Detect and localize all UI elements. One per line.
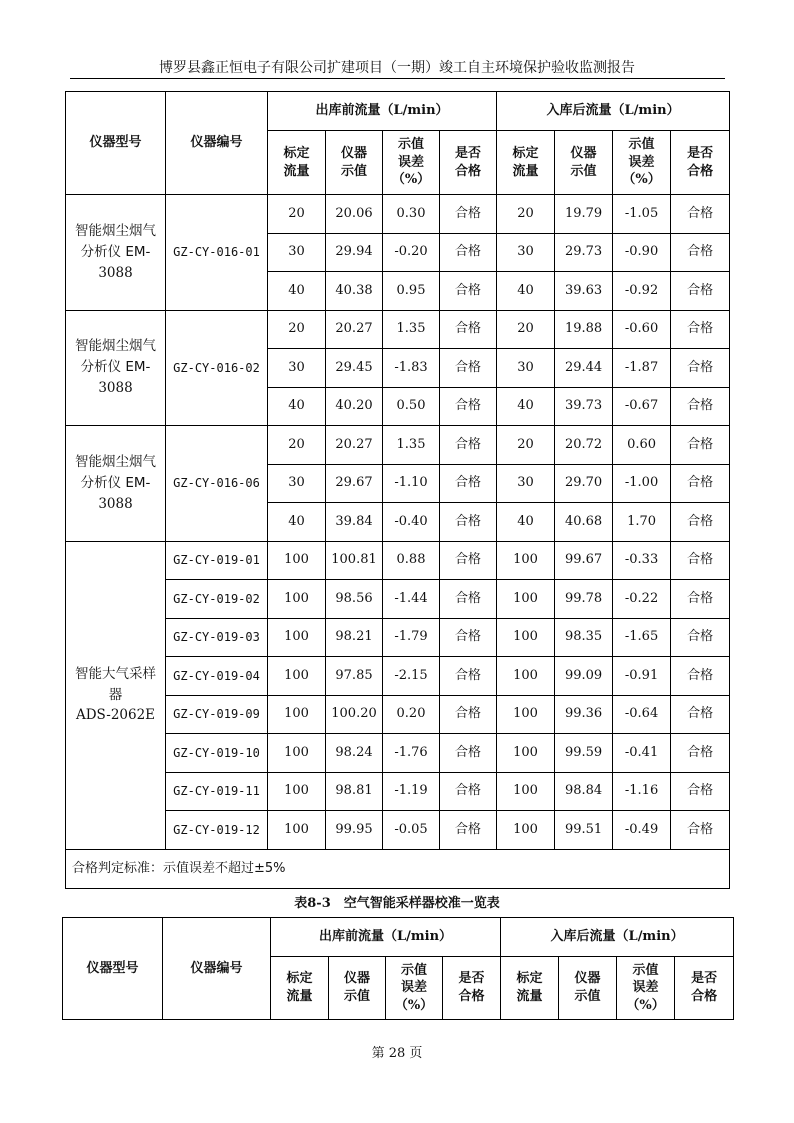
error-cell: -0.33 [613,541,671,580]
pass-cell: 合格 [671,580,730,619]
table-row [66,195,730,234]
error-cell: -1.16 [613,772,671,811]
indication-cell: 98.84 [555,772,613,811]
indication-cell: 99.67 [555,541,613,580]
std-flow-cell: 100 [268,811,326,850]
model-line: 3088 [98,264,133,281]
indication-cell: 98.56 [326,580,383,619]
pass-cell: 合格 [671,618,730,657]
indication-cell: 40.20 [326,387,383,426]
pass-cell: 合格 [671,195,730,234]
std-flow-cell: 20 [268,310,326,349]
error-cell: -1.44 [383,580,440,619]
indication-cell: 20.27 [326,310,383,349]
model-line: 智能烟尘烟气 [75,222,156,239]
error-cell: 0.50 [383,387,440,426]
header-error: 示值 误差 （%） [613,131,671,195]
pass-cell: 合格 [440,464,497,503]
header-error: 示值 误差 （%） [383,131,440,195]
pass-cell: 合格 [440,772,497,811]
table-row [66,618,730,657]
std-flow-cell: 100 [497,695,555,734]
pass-cell: 合格 [440,233,497,272]
std-flow-cell: 100 [268,541,326,580]
pass-cell: 合格 [671,233,730,272]
table-row [66,426,730,465]
std-flow-cell: 30 [497,233,555,272]
pass-cell: 合格 [440,618,497,657]
table-row [66,695,730,734]
model-line: 器 [108,686,123,703]
error-cell: 0.88 [383,541,440,580]
indication-cell: 29.70 [555,464,613,503]
error-cell: -0.64 [613,695,671,734]
error-cell: 0.20 [383,695,440,734]
indication-cell: 99.09 [555,657,613,696]
header-pass: 是否 合格 [443,957,501,1020]
error-cell: -1.05 [613,195,671,234]
pass-cell: 合格 [440,387,497,426]
pass-cell: 合格 [671,272,730,311]
std-flow-cell: 100 [268,580,326,619]
error-cell: -0.92 [613,272,671,311]
std-flow-cell: 20 [497,426,555,465]
header-after-flow: 入库后流量（L/min） [497,92,730,131]
std-flow-cell: 20 [497,195,555,234]
std-flow-cell: 40 [268,272,326,311]
header-pass: 是否 合格 [440,131,497,195]
pass-cell: 合格 [440,272,497,311]
instrument-number-cell: GZ-CY-019-03 [166,618,268,657]
indication-cell: 99.78 [555,580,613,619]
std-flow-cell: 40 [268,387,326,426]
std-flow-cell: 100 [497,734,555,773]
std-flow-cell: 100 [268,657,326,696]
indication-cell: 29.44 [555,349,613,388]
indication-cell: 99.59 [555,734,613,773]
pass-cell: 合格 [440,349,497,388]
error-cell: 1.35 [383,426,440,465]
std-flow-cell: 40 [497,272,555,311]
error-cell: -0.90 [613,233,671,272]
std-flow-cell: 40 [497,387,555,426]
std-flow-cell: 100 [268,618,326,657]
std-flow-cell: 100 [268,734,326,773]
pass-cell: 合格 [440,195,497,234]
header-std-flow: 标定 流量 [497,131,555,195]
header-indication: 仪器 示值 [555,131,613,195]
header-indication: 仪器 示值 [329,957,386,1020]
pass-cell: 合格 [440,310,497,349]
error-cell: 1.70 [613,503,671,542]
std-flow-cell: 30 [268,233,326,272]
std-flow-cell: 30 [497,464,555,503]
error-cell: 1.35 [383,310,440,349]
header-divider [70,78,725,79]
report-header-title: 博罗县鑫正恒电子有限公司扩建项目（一期）竣工自主环境保护验收监测报告 [159,60,635,76]
pass-cell: 合格 [671,426,730,465]
std-flow-cell: 40 [268,503,326,542]
pass-cell: 合格 [671,811,730,850]
std-flow-cell: 100 [497,580,555,619]
table-row [66,310,730,349]
error-cell: -0.05 [383,811,440,850]
error-cell: -0.41 [613,734,671,773]
instrument-number-cell: GZ-CY-019-01 [166,541,268,580]
error-cell: -0.91 [613,657,671,696]
instrument-number-cell: GZ-CY-019-11 [166,772,268,811]
table-row [66,772,730,811]
instrument-model-cell [66,541,166,849]
pass-cell: 合格 [440,695,497,734]
pass-cell: 合格 [440,734,497,773]
indication-cell: 39.84 [326,503,383,542]
error-cell: 0.95 [383,272,440,311]
error-cell: -1.00 [613,464,671,503]
pass-cell: 合格 [440,657,497,696]
instrument-model-cell [66,310,166,426]
model-line: 分析仪 EM- [80,359,151,376]
pass-cell: 合格 [671,310,730,349]
indication-cell: 29.67 [326,464,383,503]
header-number: 仪器编号 [163,918,271,1020]
instrument-number-cell: GZ-CY-019-12 [166,811,268,850]
std-flow-cell: 40 [497,503,555,542]
model-line: 分析仪 EM- [80,474,151,491]
pass-cell: 合格 [671,695,730,734]
note-row [66,849,730,888]
std-flow-cell: 20 [268,195,326,234]
error-cell: -0.20 [383,233,440,272]
air-sampler-table-header [62,917,734,1020]
flow-calibration-table [65,91,730,889]
indication-cell: 98.81 [326,772,383,811]
model-line: ADS-2062E [75,707,156,724]
model-line: 分析仪 EM- [80,243,151,260]
header-pass: 是否 合格 [671,131,730,195]
pass-criteria-note: 合格判定标准：示值误差不超过±5% [66,849,730,888]
indication-cell: 39.73 [555,387,613,426]
instrument-number-cell: GZ-CY-016-02 [166,310,268,426]
header-model: 仪器型号 [63,918,163,1020]
error-cell: 0.60 [613,426,671,465]
std-flow-cell: 20 [497,310,555,349]
error-cell: -1.83 [383,349,440,388]
std-flow-cell: 100 [497,618,555,657]
indication-cell: 98.35 [555,618,613,657]
pass-cell: 合格 [440,426,497,465]
pass-cell: 合格 [671,503,730,542]
error-cell: -1.65 [613,618,671,657]
std-flow-cell: 100 [497,657,555,696]
header-indication: 仪器 示值 [326,131,383,195]
instrument-number-cell: GZ-CY-019-10 [166,734,268,773]
header-after-flow: 入库后流量（L/min） [501,918,734,957]
error-cell: -1.76 [383,734,440,773]
model-line: 智能大气采样 [75,665,156,682]
pass-cell: 合格 [671,772,730,811]
header-std-flow: 标定 流量 [501,957,559,1020]
model-line: 智能烟尘烟气 [75,338,156,355]
error-cell: 0.30 [383,195,440,234]
error-cell: -0.49 [613,811,671,850]
header-error: 示值 误差 （%） [386,957,443,1020]
table-row [66,811,730,850]
indication-cell: 19.79 [555,195,613,234]
indication-cell: 99.51 [555,811,613,850]
table-caption: 表8-3 空气智能采样器校准一览表 [294,896,500,911]
indication-cell: 100.20 [326,695,383,734]
pass-cell: 合格 [671,541,730,580]
header-pass: 是否 合格 [675,957,734,1020]
pass-cell: 合格 [671,387,730,426]
indication-cell: 20.27 [326,426,383,465]
indication-cell: 29.73 [555,233,613,272]
error-cell: -1.10 [383,464,440,503]
pass-cell: 合格 [671,464,730,503]
std-flow-cell: 20 [268,426,326,465]
header-number: 仪器编号 [166,92,268,195]
header-error: 示值 误差 （%） [617,957,675,1020]
error-cell: -1.19 [383,772,440,811]
indication-cell: 100.81 [326,541,383,580]
indication-cell: 99.95 [326,811,383,850]
std-flow-cell: 100 [497,772,555,811]
indication-cell: 98.24 [326,734,383,773]
pass-cell: 合格 [440,541,497,580]
pass-cell: 合格 [440,811,497,850]
instrument-number-cell: GZ-CY-016-01 [166,195,268,311]
table-row [66,657,730,696]
std-flow-cell: 100 [268,695,326,734]
header-before-flow: 出库前流量（L/min） [271,918,501,957]
error-cell: -1.87 [613,349,671,388]
instrument-number-cell: GZ-CY-019-09 [166,695,268,734]
error-cell: -1.79 [383,618,440,657]
instrument-number-cell: GZ-CY-019-02 [166,580,268,619]
header-indication: 仪器 示值 [559,957,617,1020]
std-flow-cell: 30 [268,464,326,503]
table-row [66,580,730,619]
indication-cell: 20.72 [555,426,613,465]
table-row [66,541,730,580]
error-cell: -2.15 [383,657,440,696]
indication-cell: 99.36 [555,695,613,734]
std-flow-cell: 30 [497,349,555,388]
error-cell: -0.22 [613,580,671,619]
header-model: 仪器型号 [66,92,166,195]
header-std-flow: 标定 流量 [271,957,329,1020]
instrument-model-cell [66,195,166,311]
std-flow-cell: 100 [497,811,555,850]
header-before-flow: 出库前流量（L/min） [268,92,497,131]
pass-cell: 合格 [440,503,497,542]
std-flow-cell: 30 [268,349,326,388]
indication-cell: 40.38 [326,272,383,311]
error-cell: -0.67 [613,387,671,426]
indication-cell: 40.68 [555,503,613,542]
model-line: 3088 [98,495,133,512]
error-cell: -0.60 [613,310,671,349]
indication-cell: 19.88 [555,310,613,349]
page-number: 第 28 页 [371,1046,423,1061]
instrument-number-cell: GZ-CY-019-04 [166,657,268,696]
indication-cell: 29.94 [326,233,383,272]
pass-cell: 合格 [671,657,730,696]
std-flow-cell: 100 [268,772,326,811]
model-line: 3088 [98,380,133,397]
table-row [66,734,730,773]
error-cell: -0.40 [383,503,440,542]
indication-cell: 97.85 [326,657,383,696]
model-line: 智能烟尘烟气 [75,453,156,470]
pass-cell: 合格 [440,580,497,619]
std-flow-cell: 100 [497,541,555,580]
indication-cell: 20.06 [326,195,383,234]
instrument-model-cell [66,426,166,542]
indication-cell: 98.21 [326,618,383,657]
indication-cell: 39.63 [555,272,613,311]
header-std-flow: 标定 流量 [268,131,326,195]
indication-cell: 29.45 [326,349,383,388]
pass-cell: 合格 [671,734,730,773]
instrument-number-cell: GZ-CY-016-06 [166,426,268,542]
pass-cell: 合格 [671,349,730,388]
